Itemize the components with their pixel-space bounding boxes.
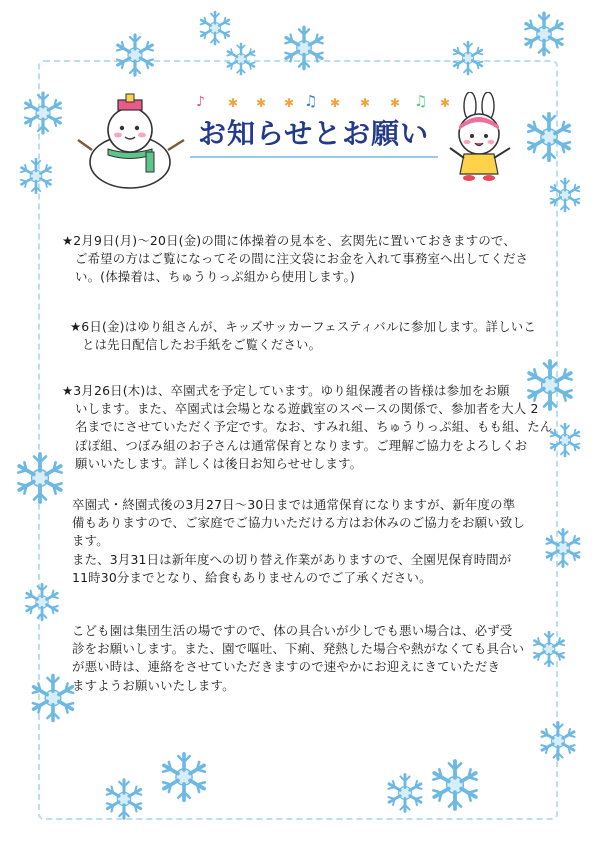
- text-line: 願いいたします。詳しくは後日お知らせせします。: [75, 455, 363, 471]
- text-line: ますようお願いいたします。: [72, 677, 235, 693]
- notice-paragraph-4: [72, 496, 525, 587]
- snowflake-icon: [155, 748, 213, 806]
- text-line: いします。また、卒園式は会場となる遊戯室のスペースの関係で、参加者を大人 2: [75, 401, 539, 417]
- snowflake-icon: [222, 40, 260, 78]
- snowflake-icon: [518, 8, 570, 60]
- text-line: 診をお願いします。また、園で嘔吐、下痢、発熱した場合や熱がなくても具合い: [72, 641, 525, 657]
- star-icon: ✱: [256, 96, 267, 110]
- snowflake-icon: [110, 30, 160, 80]
- snowflake-icon: [278, 22, 330, 74]
- music-note-icon: ♫: [304, 92, 318, 110]
- text-line: ご希望の方はご覧になってその間に注文袋にお金を入れて事務室へ出してくださ: [75, 251, 529, 267]
- snowflake-icon: [10, 448, 70, 508]
- star-icon: ✱: [284, 96, 295, 110]
- snowflake-icon: [535, 718, 581, 764]
- snowflake-icon: [540, 525, 586, 571]
- text-line: 備もありますので、ご家庭でご協力いただける方はお休みのご協力をお願い致し: [72, 515, 526, 531]
- bunny-icon: [442, 92, 520, 182]
- notice-paragraph-2: [70, 318, 536, 354]
- text-line: い。(体操着は、ちゅうりっぷ組から使用します。): [75, 269, 355, 285]
- text-line: 卒園式・終園式後の3月27日～30日までは通常保育になりますが、新年度の準: [72, 497, 516, 512]
- snowflake-icon: [448, 38, 488, 78]
- star-icon: ✱: [228, 96, 239, 110]
- snowflake-icon: [382, 770, 428, 816]
- text-line: ぽぽ組、つぼみ組のお子さんは通常保育となります。ご理解ご協力をよろしくお: [75, 437, 528, 453]
- music-note-icon: ♫: [414, 92, 428, 110]
- snowflake-icon: [20, 580, 64, 624]
- snowflake-icon: [545, 175, 585, 215]
- notice-paragraph-3: [62, 382, 552, 473]
- text-line: こども園は集団生活の場ですので、体の具合いが少しでも悪い場合は、必ず受: [72, 623, 513, 638]
- star-icon: ✱: [330, 96, 341, 110]
- snowflake-icon: [15, 155, 57, 197]
- text-line: また、3月31日は新年度への切り替え作業がありますので、全園児保育時間が: [72, 551, 512, 567]
- snowflake-icon: [18, 88, 68, 138]
- snowflake-icon: [528, 628, 570, 670]
- text-line: 名までにさせていただく予定です。なお、すみれ組、ちゅうりっぷ組、もも組、たん: [75, 419, 553, 435]
- music-note-icon: ♪: [196, 94, 205, 110]
- text-line: ★2月9日(月)～20日(金)の間に体操着の見本を、玄関先に置いておきますので、: [62, 233, 516, 248]
- text-line: が悪い時は、連絡をさせていただきますので速やかにお迎えにきていただき: [72, 659, 501, 675]
- snowflake-icon: [520, 108, 578, 166]
- title-underline: [190, 156, 438, 158]
- text-line: ます。: [72, 533, 109, 549]
- text-line: とは先日配信したお手紙をご覧ください。: [82, 337, 322, 353]
- star-icon: ✱: [390, 96, 401, 110]
- star-icon: ✱: [360, 96, 371, 110]
- snowflake-icon: [100, 775, 148, 823]
- page-title: お知らせとお願い: [198, 117, 430, 150]
- notice-paragraph-1: [62, 232, 528, 287]
- notice-paragraph-5: [72, 622, 524, 695]
- text-line: ★3月26日(木)は、卒園式を予定しています。ゆり組保護者の皆様は参加をお願: [62, 383, 510, 398]
- star-icon: ✱: [440, 96, 451, 110]
- text-line: ★6日(金)はゆり組さんが、キッズサッカーフェスティバルに参加します。詳しいこ: [70, 319, 536, 334]
- text-line: 11時30分までとなり、給食もありませんのでご了承ください。: [72, 569, 432, 585]
- snowman-icon: [72, 92, 192, 192]
- snowflake-icon: [425, 755, 485, 815]
